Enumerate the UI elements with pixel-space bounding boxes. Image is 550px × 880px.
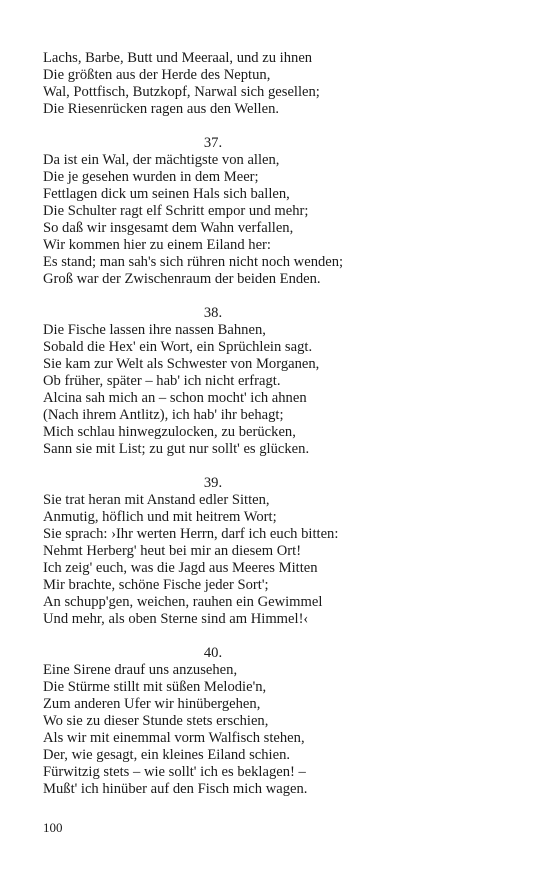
stanza-number: 39. [203,475,223,491]
verse-line: Sie sprach: ›Ihr werten Herrn, darf ich euch bitten: [43,526,339,542]
verse-line: Fürwitzig stets – wie sollt' ich es beklagen! – [43,764,306,780]
verse-line: Fettlagen dick um seinen Hals sich ballen, [43,186,290,202]
stanza-38 [43,305,383,458]
stanza-number: 37. [203,135,223,151]
verse-line: Sobald die Hex' ein Wort, ein Sprüchlein sagt. [43,339,313,355]
verse-line: Sie trat heran mit Anstand edler Sitten, [43,492,270,508]
verse-line: Ob früher, später – hab' ich nicht erfragt. [43,373,281,389]
verse-line: Nehmt Herberg' heut bei mir an diesem Ort! [43,543,302,559]
verse-line: Wir kommen hier zu einem Eiland her: [43,237,271,253]
verse-line: Zum anderen Ufer wir hinübergehen, [43,696,261,712]
verse-line: An schupp'gen, weichen, rauhen ein Gewimmel [43,594,323,610]
verse-line: Sann sie mit List; zu gut nur sollt' es glücken. [43,441,310,457]
verse-line: Ich zeig' euch, was die Jagd aus Meeres Mitten [43,560,318,576]
verse-line: Wal, Pottfisch, Butzkopf, Narwal sich gesellen; [43,84,320,100]
verse-line: Mir brachte, schöne Fische jeder Sort'; [43,577,269,593]
verse-line: Eine Sirene drauf uns anzusehen, [43,662,238,678]
stanza-40 [43,645,383,798]
page-number: 100 [43,820,63,835]
verse-line: Die Fische lassen ihre nassen Bahnen, [43,322,266,338]
verse-line: Alcina sah mich an – schon mocht' ich ahnen [43,390,307,406]
verse-line: Die je gesehen wurden in dem Meer; [43,169,259,185]
poem-body [43,50,383,798]
verse-line: Der, wie gesagt, ein kleines Eiland schien. [43,747,291,763]
verse-line: So daß wir insgesamt dem Wahn verfallen, [43,220,294,236]
stanza-number: 38. [203,305,223,321]
verse-line: Sie kam zur Welt als Schwester von Morganen, [43,356,320,372]
stanza-36-continuation [43,50,383,118]
verse-line: Die größten aus der Herde des Neptun, [43,67,271,83]
verse-line: Anmutig, höflich und mit heitrem Wort; [43,509,277,525]
verse-line: Die Schulter ragt elf Schritt empor und mehr; [43,203,309,219]
verse-line: Da ist ein Wal, der mächtigste von allen, [43,152,280,168]
stanza-37 [43,135,383,288]
verse-line: Und mehr, als oben Sterne sind am Himmel!‹ [43,611,309,627]
stanza-39 [43,475,383,628]
verse-line: Die Riesenrücken ragen aus den Wellen. [43,101,280,117]
stanza-number: 40. [203,645,223,661]
verse-line: Wo sie zu dieser Stunde stets erschien, [43,713,269,729]
verse-line: Als wir mit einemmal vorm Walfisch stehen, [43,730,305,746]
verse-line: Mußt' ich hinüber auf den Fisch mich wagen. [43,781,308,797]
verse-line: Es stand; man sah's sich rühren nicht noch wenden; [43,254,344,270]
verse-line: Lachs, Barbe, Butt und Meeraal, und zu ihnen [43,50,313,66]
verse-line: (Nach ihrem Antlitz), ich hab' ihr behagt; [43,407,284,423]
verse-line: Groß war der Zwischenraum der beiden Enden. [43,271,321,287]
verse-line: Mich schlau hinwegzulocken, zu berücken, [43,424,296,440]
verse-line: Die Stürme stillt mit süßen Melodie'n, [43,679,267,695]
